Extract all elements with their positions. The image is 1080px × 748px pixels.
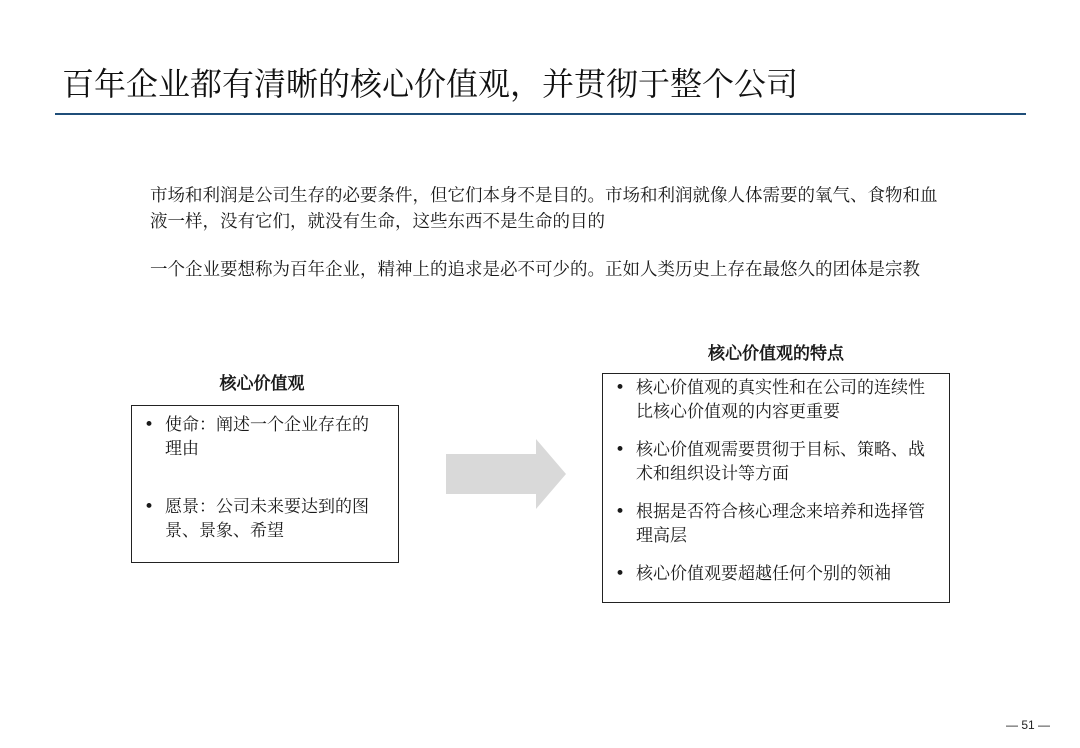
core-values-heading: 核心价值观 [219, 374, 305, 394]
bullet-icon: • [615, 440, 626, 460]
list-item [143, 413, 382, 461]
core-values-list [143, 413, 382, 543]
list-item [614, 562, 939, 586]
intro-text [150, 183, 940, 283]
list-item-text: 根据是否符合核心理念来培养和选择管理高层 [636, 502, 925, 546]
list-item-text: 愿景：公司未来要达到的图景、景象、希望 [165, 497, 369, 541]
core-values-features-heading: 核心价值观的特点 [708, 344, 844, 364]
title-divider [55, 113, 1026, 115]
list-item-text: 使命：阐述一个企业存在的理由 [165, 415, 369, 459]
list-item [614, 438, 939, 486]
list-item [143, 495, 382, 543]
right-arrow-icon [446, 439, 566, 509]
bullet-icon: • [144, 497, 155, 517]
intro-paragraph-2: 一个企业要想称为百年企业，精神上的追求是必不可少的。正如人类历史上存在最悠久的团体是宗教 [150, 260, 920, 280]
list-item-text: 核心价值观的真实性和在公司的连续性比核心价值观的内容更重要 [636, 378, 925, 422]
list-item [614, 500, 939, 548]
page-title: 百年企业都有清晰的核心价值观，并贯彻于整个公司 [62, 65, 799, 103]
list-item-text: 核心价值观需要贯彻于目标、策略、战术和组织设计等方面 [636, 440, 925, 484]
bullet-icon: • [615, 564, 626, 584]
core-values-box [131, 405, 399, 563]
bullet-icon: • [144, 415, 155, 435]
core-values-features-list [614, 376, 939, 586]
list-item [614, 376, 939, 424]
bullet-icon: • [615, 378, 626, 398]
bullet-icon: • [615, 502, 626, 522]
intro-paragraph-1: 市场和利润是公司生存的必要条件，但它们本身不是目的。市场和利润就像人体需要的氧气、食物和血液一样，没有它们，就没有生命，这些东西不是生命的目的 [150, 186, 938, 232]
list-item-text: 核心价值观要超越任何个别的领袖 [636, 564, 891, 584]
page-number: — 51 — [1005, 718, 1050, 732]
core-values-features-box [602, 373, 950, 603]
